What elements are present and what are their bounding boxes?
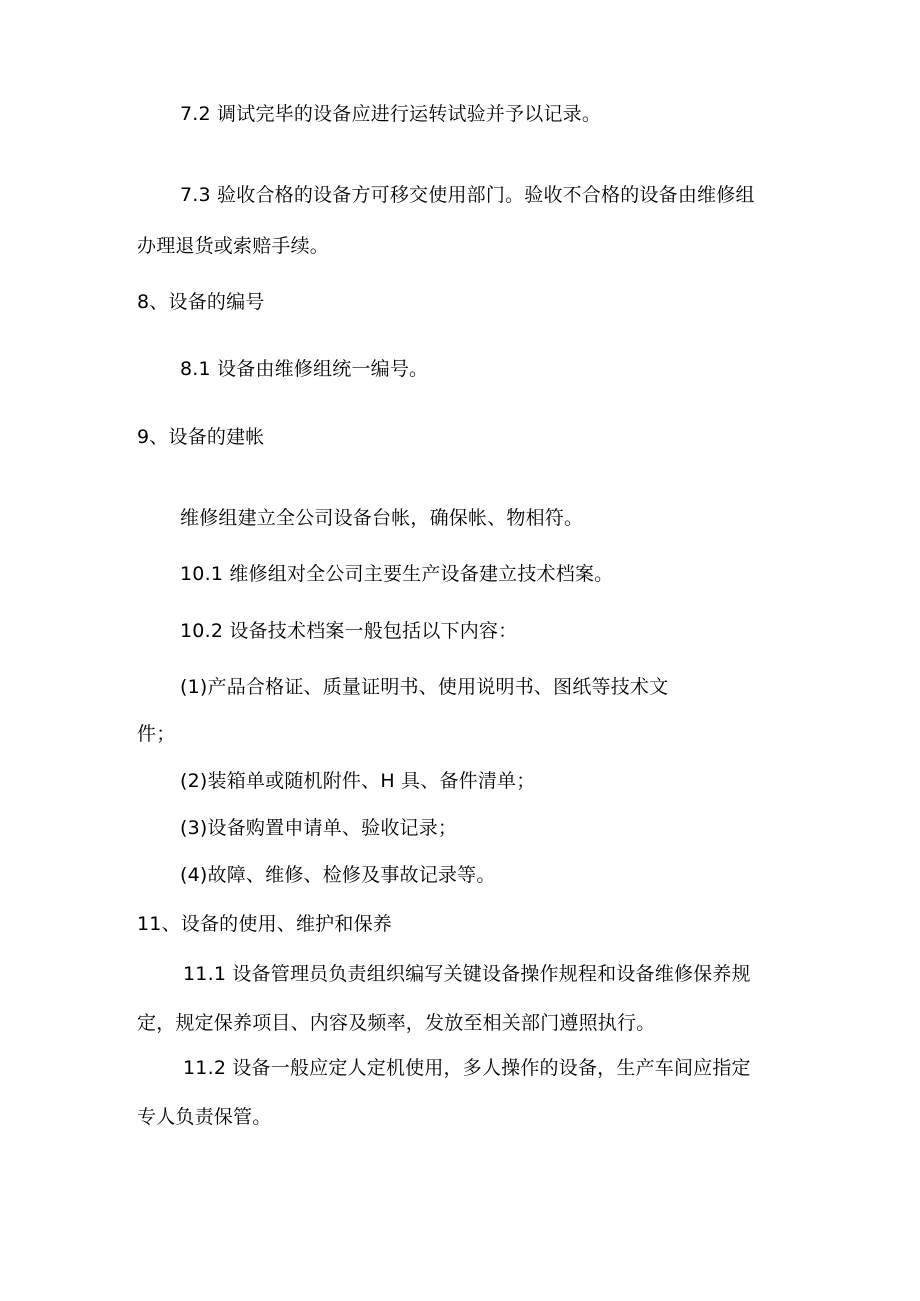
clause-11-2-line-2: 专人负责保管。	[137, 1106, 272, 1128]
item-1-line-2: 件；	[137, 723, 176, 745]
item-3: (3)设备购置申请单、验收记录；	[180, 817, 458, 839]
clause-11-1-line-2: 定，规定保养项目、内容及频率，发放至相关部门遵照执行。	[137, 1012, 656, 1034]
section-9-heading: 9、设备的建帐	[137, 426, 265, 448]
clause-11-1-line-1: 11.1 设备管理员负责组织编写关键设备操作规程和设备维修保养规	[183, 963, 751, 985]
clause-7-2: 7.2 调试完毕的设备应进行运转试验并予以记录。	[180, 103, 602, 125]
section-9-body: 维修组建立全公司设备台帐，确保帐、物相符。	[180, 507, 584, 529]
clause-7-3-line-1: 7.3 验收合格的设备方可移交使用部门。验收不合格的设备由维修组	[180, 184, 755, 206]
clause-10-1: 10.1 维修组对全公司主要生产设备建立技术档案。	[180, 563, 614, 585]
clause-7-3-line-2: 办理退货或索赔手续。	[137, 235, 330, 257]
section-8-heading: 8、设备的编号	[137, 291, 265, 313]
item-1-line-1: (1)产品合格证、质量证明书、使用说明书、图纸等技术文	[180, 676, 669, 698]
section-11-heading: 11、设备的使用、维护和保养	[137, 913, 392, 935]
clause-11-2-line-1: 11.2 设备一般应定人定机使用，多人操作的设备，生产车间应指定	[183, 1057, 751, 1079]
clause-8-1: 8.1 设备由维修组统一编号。	[180, 358, 429, 380]
item-2: (2)装箱单或随机附件、H 具、备件清单；	[180, 770, 536, 792]
clause-10-2: 10.2 设备技术档案一般包括以下内容：	[180, 620, 518, 642]
item-4: (4)故障、维修、检修及事故记录等。	[180, 864, 496, 886]
